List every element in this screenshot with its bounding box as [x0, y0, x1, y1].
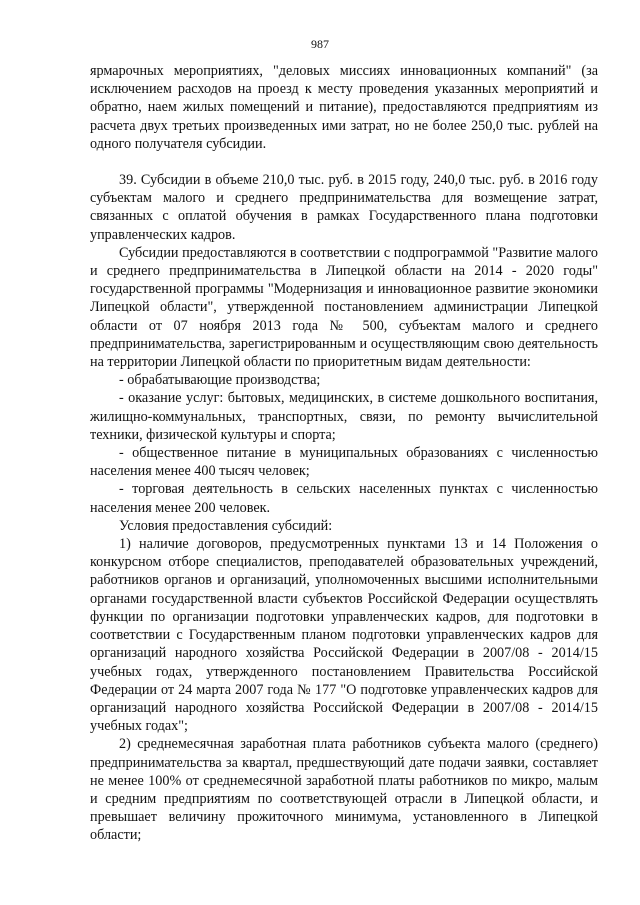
condition-1: 1) наличие договоров, предусмотренных пунктами 13 и 14 Положения о конкурсном отборе специалистов, преподавателей образовательных учреждений, работников органов и организаций, уполномоченных высшими исполнительными органами государственной власти субъектов Российской Федерации осуществлять функции по организации подготовки управленческих кадров, для подготовки в соответствии с Государственным планом подготовки управленческих кадров для организаций народного хозяйства Российской Федерации в 2007/08 - 2014/15 учебных годах, утвержденного постановлением Правительства Российской Федерации от 24 марта 2007 года № 177 "О подготовке управленческих кадров для организаций народного хозяйства Российской Федерации в 2007/08 - 2014/15 учебных годах"; [90, 536, 598, 735]
conditions-heading: Условия предоставления субсидий: [119, 517, 333, 534]
paragraph-subsidy-basis: Субсидии предоставляются в соответствии с подпрограммой "Развитие малого и среднего предпринимательства в Липецкой области на 2014 - 2020 годы" государственной программы "Модернизация и инновационное развитие экономики Липецкой области", утвержденной постановлением администрации Липецкой области от 07 ноября 2013 года № 500, субъектам малого и среднего предпринимательства, зарегистрированным и осуществляющим свою деятельность на территории Липецкой области по приоритетным видам деятельности: [90, 244, 598, 371]
condition-2: 2) среднемесячная заработная плата работников субъекта малого (среднего) предпринимательства за квартал, предшествующий дате подачи заявки, составляет не менее 100% от среднемесячной заработной платы работников по микро, малым и средним предприятиям по соответствующей отрасли в Липецкой области, и превышает величину прожиточного минимума, установленного в Липецкой области; [90, 736, 598, 844]
list-item-catering: - общественное питание в муниципальных образованиях с численностью населения менее 400 тысяч человек; [90, 445, 598, 480]
document-body [90, 62, 598, 845]
list-item-services: - оказание услуг: бытовых, медицинских, в системе дошкольного воспитания, жилищно-коммунальных, транспортных, связи, по ремонту вычислительной техники, физической культуры и спорта; [90, 390, 598, 443]
paragraph-continuation: ярмарочных мероприятиях, "деловых миссиях инновационных компаний" (за исключением расходов на проезд к месту проведения указанных мероприятий и обратно, наем жилых помещений и питание), предоставляются предприятиям из расчета двух третьих произведенных ими затрат, но не более 250,0 тыс. рублей на одного получателя субсидии. [90, 63, 598, 152]
page-number: 987 [311, 37, 329, 51]
list-item-manufacturing: - обрабатывающие производства; [119, 372, 321, 389]
list-item-trade: - торговая деятельность в сельских населенных пунктах с численностью населения менее 200 человек. [90, 481, 598, 516]
paragraph-item-39: 39. Субсидии в объеме 210,0 тыс. руб. в 2015 году, 240,0 тыс. руб. в 2016 году субъектам малого и среднего предпринимательства для возмещение затрат, связанных с оплатой обучения в рамках Государственного плана подготовки управленческих кадров. [90, 172, 598, 243]
